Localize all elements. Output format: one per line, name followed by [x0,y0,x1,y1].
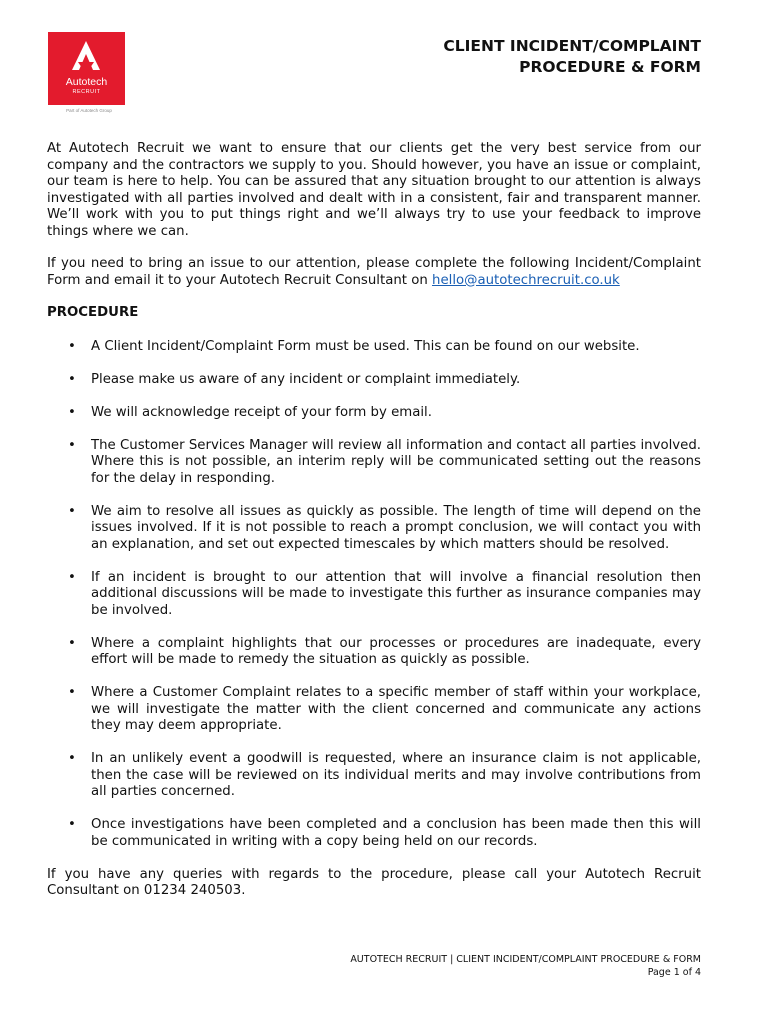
document-body [47,141,701,900]
request-paragraph [47,256,701,289]
procedure-item [47,372,701,389]
procedure-item-text: Where a complaint highlights that our processes or procedures are inadequate, every effort will be made to remedy the situation as quickly as possible. [91,635,701,667]
bullet-icon: • [68,569,76,585]
logo-tagline: Part of Autotech Group [66,108,112,113]
procedure-item [47,339,701,356]
bullet-icon: • [68,437,76,453]
bullet-icon: • [68,371,76,387]
procedure-item-text: The Customer Services Manager will review all information and contact all parties involved. Where this is not possible, an interim reply will be communicated setting out the reasons for the delay in responding. [91,437,701,486]
procedure-item [47,405,701,422]
logo-sub: RECRUIT [72,89,101,95]
procedure-item-text: We will acknowledge receipt of your form by email. [91,404,432,420]
page-number: Page 1 of 4 [647,967,701,978]
bullet-icon: • [68,404,76,420]
procedure-item-text: If an incident is brought to our attention that will involve a financial resolution then additional discussions will be made to investigate this further as insurance companies may be involved. [91,569,701,618]
bullet-icon: • [68,338,76,354]
procedure-item-text: In an unlikely event a goodwill is requested, where an insurance claim is not applicable, then the case will be reviewed on its individual merits and may involve contributions from all parties concerned. [91,751,701,799]
procedure-item-text: We aim to resolve all issues as quickly as possible. The length of time will depend on the issues involved. If it is not possible to reach a prompt conclusion, we will contact you with an explanation, and set out expected timescales by which matters should be resolved. [91,503,701,552]
footer-title: AUTOTECH RECRUIT | CLIENT INCIDENT/COMPLAINT PROCEDURE & FORM [350,954,701,965]
bullet-icon: • [68,503,76,519]
bullet-icon: • [68,685,76,700]
procedure-item [47,504,701,554]
closing-paragraph: If you have any queries with regards to the procedure, please call your Autotech Recruit Consultant on 01234 240503. [47,866,701,898]
bullet-icon: • [68,817,76,832]
procedure-item [47,438,701,488]
procedure-item-text: A Client Incident/Complaint Form must be used. This can be found on our website. [91,338,640,354]
bullet-icon: • [68,751,76,766]
procedure-list [47,339,701,851]
title-line-2: PROCEDURE & FORM [519,58,701,76]
email-link[interactable]: hello@autotechrecruit.co.uk [432,272,620,288]
procedure-heading: PROCEDURE [47,305,139,320]
page-footer [350,953,701,979]
procedure-item-text: Where a Customer Complaint relates to a specific member of staff within your workplace, we will investigate the matter with the client concerned and communicate any actions they may deem appropriate. [91,685,701,733]
bullet-icon: • [68,635,76,651]
logo-name: Autotech [65,76,108,88]
title-line-1: CLIENT INCIDENT/COMPLAINT [443,37,701,55]
request-text: If you need to bring an issue to our attention, please complete the following Incident/Complaint Form and email it to your Autotech Recruit Consultant on [47,256,701,288]
procedure-item [47,751,701,801]
procedure-item [47,685,701,735]
page-title [443,36,701,78]
procedure-item [47,817,701,850]
company-logo [48,32,125,105]
procedure-item-text: Once investigations have been completed and a conclusion has been made then this will be communicated in writing with a copy being held on our records. [91,817,701,849]
procedure-item-text: Please make us aware of any incident or complaint immediately. [91,371,521,387]
intro-paragraph: At Autotech Recruit we want to ensure that our clients get the very best service from our company and the contractors we supply to you. Should however, you have an issue or complaint, our team is here to help. You can be assured that any situation brought to our attention is always investigated with all parties involved and dealt with in a consistent, fair and transparent manner. We’ll work with you to put things right and we’ll always try to use your feedback to improve things where we can. [47,141,701,239]
procedure-item [47,636,701,669]
procedure-item [47,570,701,620]
